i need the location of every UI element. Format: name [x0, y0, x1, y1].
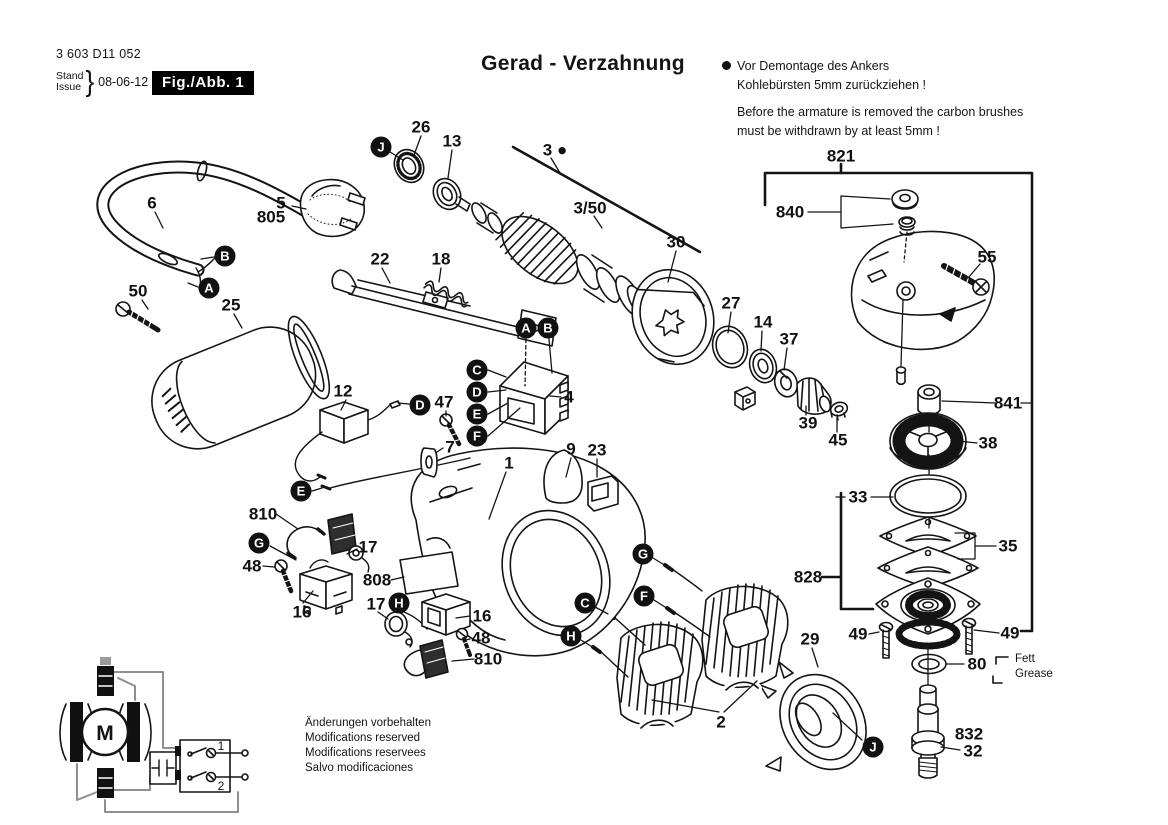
note-en-line1: Before the armature is removed the carbon brushes	[737, 105, 1024, 119]
grease-label-de: Fett	[1015, 653, 1035, 665]
part-label-810: 810	[248, 504, 278, 524]
part-label-2: 2	[716, 712, 726, 732]
wiring-schematic	[60, 657, 248, 812]
issue-label: Issue	[56, 80, 82, 93]
note-de-line1: Vor Demontage des Ankers	[737, 59, 890, 73]
part-label-80: 80	[967, 654, 987, 674]
ref-badge-h: H	[561, 626, 582, 647]
armature-winding	[490, 203, 590, 297]
nut-45	[829, 400, 849, 420]
screw-50	[116, 302, 158, 330]
part-label-1: 1	[504, 453, 514, 473]
part-label-828: 828	[793, 567, 823, 587]
screw-47	[440, 414, 461, 444]
page-title: Gerad - Verzahnung	[481, 52, 685, 75]
part-label-23: 23	[587, 440, 607, 460]
grease-note	[1015, 652, 1053, 681]
grease-label-en: Grease	[1015, 667, 1053, 680]
nameplate-808	[400, 552, 458, 594]
part-label-17: 17	[366, 594, 386, 614]
screw-49-right	[963, 619, 976, 655]
note-en-line2: must be withdrawn by at least 5mm !	[737, 124, 940, 138]
part-label-841: 841	[993, 393, 1023, 413]
part-label-48: 48	[471, 628, 491, 648]
part-label-47: 47	[434, 392, 454, 412]
part-label-4: 4	[564, 387, 574, 407]
part-label-39: 39	[798, 413, 818, 433]
power-cord	[103, 160, 309, 289]
ref-badge-b: B	[215, 246, 236, 267]
part-label-35: 35	[998, 536, 1018, 556]
part-label-808: 808	[362, 570, 392, 590]
clip-23	[588, 476, 618, 511]
pigtail-17-bottom	[385, 612, 427, 647]
stand-label: Stand	[56, 69, 84, 82]
part-label-16: 16	[472, 606, 492, 626]
field-coil-left-half	[617, 622, 703, 728]
part-label-17: 17	[358, 537, 378, 557]
modifications-note	[305, 716, 431, 776]
part-label-14: 14	[753, 312, 773, 332]
pigtail-17-left	[349, 546, 369, 572]
brush-holder-16-left	[300, 560, 352, 614]
stand-issue-block	[56, 66, 148, 97]
ref-badge-c: C	[467, 360, 488, 381]
schematic-terminal-2: 2	[217, 779, 225, 793]
ref-badge-e: E	[467, 404, 488, 425]
clip-7	[421, 448, 437, 477]
screw-48-bottom	[457, 629, 471, 656]
ref-badge-g: G	[633, 544, 654, 565]
modifications-line-de: Änderungen vorbehalten	[305, 717, 431, 729]
field-coil-right-half	[702, 584, 788, 690]
motor-housing-cover	[139, 310, 339, 462]
mounting-flange-30	[620, 259, 726, 375]
part-label-49: 49	[1000, 623, 1020, 643]
part-label-45: 45	[828, 430, 848, 450]
ref-badge-j: J	[371, 137, 392, 158]
schematic-terminal-1: 1	[217, 739, 225, 753]
wheel-guard-29	[760, 658, 883, 785]
part-label-18: 18	[431, 249, 451, 269]
screw-48-left	[275, 560, 292, 591]
mains-plug	[301, 180, 365, 237]
cap-840	[892, 190, 918, 209]
spindle-832	[912, 685, 944, 778]
part-label-832: 832	[954, 724, 984, 744]
note-de-line2: Kohlebürsten 5mm zurückziehen !	[737, 78, 926, 92]
part-label-805: 805	[256, 207, 286, 227]
screw-49-left	[880, 623, 893, 659]
part-label-821: 821	[826, 146, 856, 166]
ref-badge-a: A	[516, 318, 537, 339]
bearing-13	[428, 174, 466, 214]
part-label-16: 16	[292, 602, 312, 622]
suppressor-12	[295, 401, 400, 481]
ref-badge-g: G	[249, 533, 270, 554]
ref-badge-h: H	[389, 593, 410, 614]
part-label-55: 55	[977, 247, 997, 267]
part-label-25: 25	[221, 295, 241, 315]
ring-26	[389, 144, 430, 187]
doc-number: 3 603 D11 052	[56, 47, 141, 61]
o-ring-80	[912, 655, 946, 674]
stand-issue-brace: }	[85, 64, 95, 98]
part-label-810: 810	[473, 649, 503, 669]
key-block	[735, 387, 755, 410]
modifications-line-en: Modifications reserved	[305, 732, 421, 744]
part-label-32: 32	[963, 741, 983, 761]
part-label-7: 7	[445, 437, 455, 457]
part-label-22: 22	[370, 249, 390, 269]
ref-badge-d: D	[467, 382, 488, 403]
ref-badge-d: D	[410, 395, 431, 416]
part-label-3-50: 3/50	[573, 198, 607, 218]
part-label-38: 38	[978, 433, 998, 453]
part-label-37: 37	[779, 329, 799, 349]
armature-warning-note	[722, 57, 1072, 141]
part-label-27: 27	[721, 293, 741, 313]
ref-badge-c: C	[575, 593, 596, 614]
part-label-9: 9	[566, 439, 576, 459]
figure-label: Fig./Abb. 1	[152, 71, 254, 95]
pin-841-group	[897, 367, 941, 415]
modifications-line-es: Salvo modificaciones	[305, 762, 414, 774]
part-label-50: 50	[128, 281, 148, 301]
gear-head-housing	[852, 231, 995, 349]
part-label-6: 6	[147, 193, 157, 213]
ref-badge-e: E	[291, 481, 312, 502]
ref-badge-f: F	[634, 586, 655, 607]
gear-38	[890, 413, 966, 469]
issue-date: 08-06-12	[98, 74, 149, 89]
o-ring-33	[890, 475, 966, 517]
part-label-13: 13	[442, 131, 462, 151]
brush-wire-810-upper	[287, 527, 324, 558]
part-label-5: 5	[276, 193, 286, 213]
ref-badge-b: B	[538, 318, 559, 339]
lever-22	[332, 270, 556, 346]
part-label-48: 48	[242, 556, 262, 576]
ref-badge-f: F	[467, 426, 488, 447]
note-bullet-icon	[722, 61, 731, 70]
part-label-49: 49	[848, 624, 868, 644]
ref-badge-a: A	[199, 278, 220, 299]
schematic-motor-label: M	[96, 722, 114, 745]
part-label-30: 30	[666, 232, 686, 252]
part-label-33: 33	[848, 487, 868, 507]
part-label-3-: 3 ●	[542, 140, 568, 160]
ref-badge-j: J	[863, 737, 884, 758]
part-label-840: 840	[775, 202, 805, 222]
bearing-flange-828	[876, 578, 980, 646]
part-label-29: 29	[800, 629, 820, 649]
modifications-line-fr: Modifications reservees	[305, 747, 426, 759]
part-label-12: 12	[333, 381, 353, 401]
pinion-39	[797, 378, 832, 414]
part-label-26: 26	[411, 117, 431, 137]
switch-4	[500, 362, 568, 434]
